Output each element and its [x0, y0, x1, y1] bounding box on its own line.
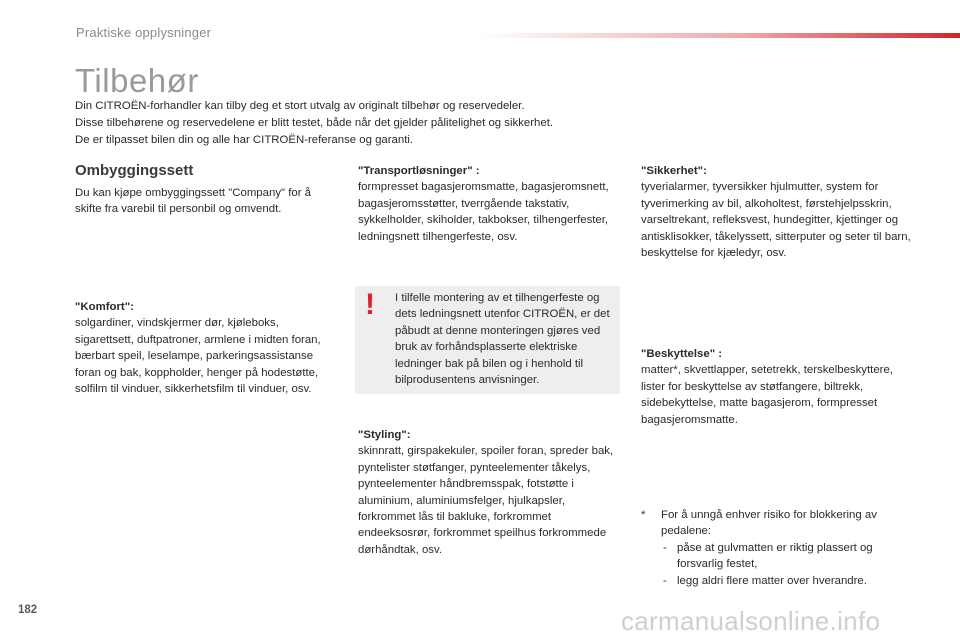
warning-text: I tilfelle montering av et tilhengerfeste og dets ledningsnett utenfor CITROËN, er det påbudt at denne monteringen gjøres ved bruk av forhåndsplasserte elektriske ledninger bak på bilen og i henhold til bilprodusentens anvisninger.	[395, 292, 610, 387]
ombygging-heading: Ombyggingssett	[75, 162, 194, 179]
komfort-text: solgardiner, vindskjermer dør, kjøleboks, sigarettsett, duftpatroner, armlene i midten foran, bærbart speil, leselampe, parkeringsassistanse foran og bak, koppholder, henger på hodestøtte, solfilm til vinduer, sikkerhetsfilm til vinduer, osv.	[75, 317, 321, 396]
warning-box	[355, 286, 620, 394]
beskyttelse-text: matter*, skvettlapper, setetrekk, terskelbeskyttere, lister for beskyttelse av støtfangere, biltrekk, sidebekyttelse, matte bagasjerom, formpresset bagasjeromsmatte.	[641, 364, 893, 426]
footnote-item: - påse at gulvmatten er riktig plassert og forsvarlig festet,	[661, 540, 916, 573]
komfort-label: "Komfort":	[75, 301, 134, 313]
page-number: 182	[18, 604, 38, 616]
styling-label: "Styling":	[358, 429, 411, 441]
intro-line: De er tilpasset bilen din og alle har CITROËN-referanse og garanti.	[75, 134, 414, 146]
intro-line: Din CITROËN-forhandler kan tilby deg et stort utvalg av originalt tilbehør og reservedeler.	[75, 100, 525, 112]
footnote-star: *	[641, 509, 646, 521]
beskyttelse-section	[641, 346, 903, 428]
transport-section	[358, 163, 616, 245]
styling-section	[358, 427, 623, 558]
footnote-item: - legg aldri flere matter over hverandre.	[661, 573, 916, 589]
intro-text	[75, 98, 635, 149]
transport-text: formpresset bagasjeromsmatte, bagasjeromsnett, bagasjeromsstøtter, tverrgående takstativ, sykkelholder, skiholder, takbokser, tilhengerfester, ledningsnett tilhengerfeste, osv.	[358, 181, 609, 243]
footnote-intro: For å unngå enhver risiko for blokkering av pedalene:	[661, 509, 877, 538]
sikkerhet-section	[641, 163, 911, 261]
beskyttelse-label: "Beskyttelse" :	[641, 348, 723, 360]
section-header: Praktiske opplysninger	[76, 25, 212, 40]
warning-exclamation-icon: !	[365, 288, 375, 321]
header-accent-line	[480, 33, 960, 38]
watermark: carmanualsonline.info	[621, 606, 881, 636]
page-title: Tilbehør	[75, 62, 199, 99]
transport-label: "Transportløsninger" :	[358, 165, 480, 177]
sikkerhet-label: "Sikkerhet":	[641, 165, 707, 177]
footnote-list	[661, 540, 916, 589]
komfort-section	[75, 299, 340, 397]
styling-text: skinnratt, girspakekuler, spoiler foran, spreder bak, pyntelister støtfanger, pynteelementer tåkelys, pynteelementer håndbremsspak, fotstøtte i aluminium, aluminiumsfelger, hjulkapsler, forkrommet lås til bakluke, forkrommet endeeksosrør, forkrommet speilhus forkrommede dørhåndtak, osv.	[358, 445, 614, 556]
footnote-body	[661, 507, 916, 589]
sikkerhet-text: tyverialarmer, tyversikker hjulmutter, system for tyverimerking av bil, alkoholtest, førstehjelpsskrin, varseltrekant, refleksvest, hundegitter, kjettinger og antisklisokker, tåkelyssett, sitterputer og seter til barn, beskyttelse for kjæledyr, osv.	[641, 181, 911, 260]
intro-line: Disse tilbehørene og reservedelene er blitt testet, både når det gjelder pålitelighet og sikkerhet.	[75, 117, 554, 129]
ombygging-text: Du kan kjøpe ombyggingssett "Company" for å skifte fra varebil til personbil og omvendt.	[75, 187, 312, 216]
